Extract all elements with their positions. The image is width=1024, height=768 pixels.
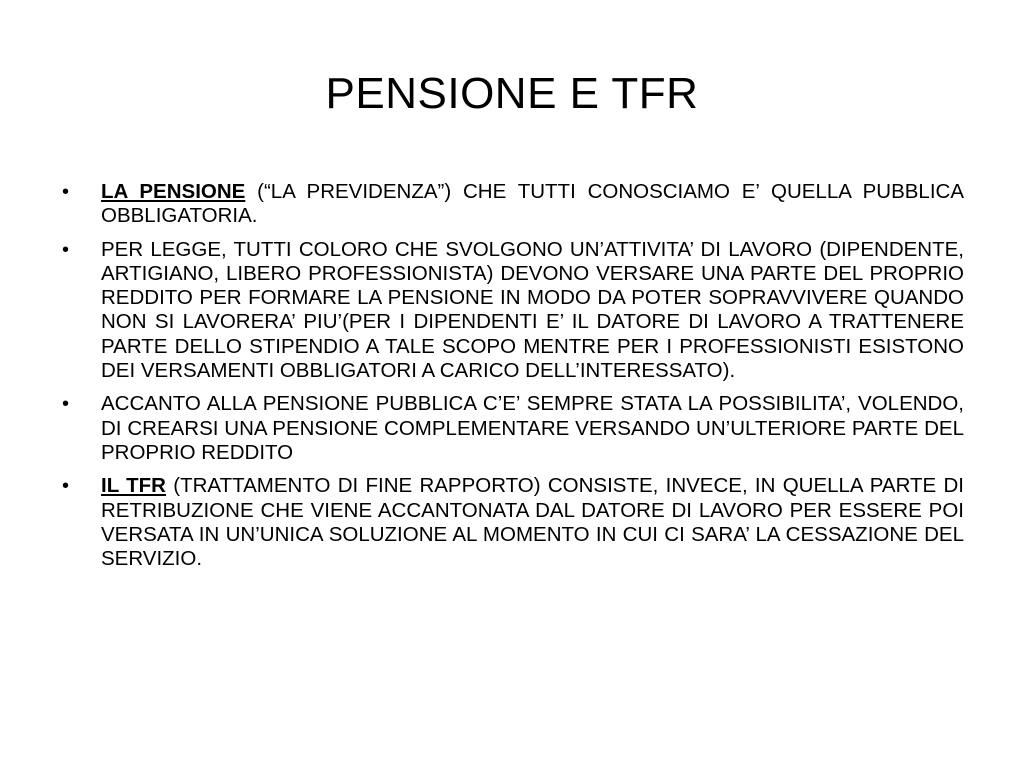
bullet-item-pensione (62, 180, 964, 229)
bullet-icon: • (62, 393, 70, 416)
bullet-item-accanto (62, 392, 964, 465)
bullet-icon: • (62, 181, 70, 203)
bullet-text: PER LEGGE, TUTTI COLORO CHE SVOLGONO UN’ATTIVITA’ DI LAVORO (DIPENDENTE, ARTIGIANO, LIBERO PROFESSIONISTA) DEVONO VERSARE UNA PARTE DEL PROPRIO REDDITO PER FORMARE LA PENSIONE IN MODO DA POTER SOPRAVVIVERE QUANDO NON SI LAVORERA’ PIU’(PER I DIPENDENTI E’ IL DATORE DI LAVORO A TRATTENERE PARTE DELLO STIPENDIO A TALE SCOPO MENTRE PER I PROFESSIONISTI ESISTONO DEI VERSAMENTI OBBLIGATORI A CARICO DELL’INTERESSATO). (101, 237, 964, 383)
bullet-text: ACCANTO ALLA PENSIONE PUBBLICA C’E’ SEMPRE STATA LA POSSIBILITA’, VOLENDO, DI CREARSI UNA PENSIONE COMPLEMENTARE VERSANDO UN’ULTERIORE PARTE DEL PROPRIO REDDITO (101, 392, 964, 464)
bullet-text: (“LA PREVIDENZA”) CHE TUTTI CONOSCIAMO E’ QUELLA PUBBLICA OBBLIGATORIA. (101, 180, 964, 228)
bullet-icon: • (62, 475, 70, 498)
slide-title: PENSIONE E TFR (325, 69, 699, 118)
bullet-item-per-legge (62, 238, 964, 384)
bullet-list (62, 180, 964, 580)
bullet-term: LA PENSIONE (101, 180, 246, 203)
bullet-icon: • (62, 238, 70, 261)
bullet-item-tfr (62, 474, 964, 571)
bullet-text: (TRATTAMENTO DI FINE RAPPORTO) CONSISTE, INVECE, IN QUELLA PARTE DI RETRIBUZIONE CHE VIENE ACCANTONATA DAL DATORE DI LAVORO PER ESSERE POI VERSATA IN UN’UNICA SOLUZIONE AL MOMENTO IN CUI CI SARA’ LA CESSAZIONE DEL SERVIZIO. (101, 474, 964, 571)
bullet-term: IL TFR (101, 474, 166, 498)
